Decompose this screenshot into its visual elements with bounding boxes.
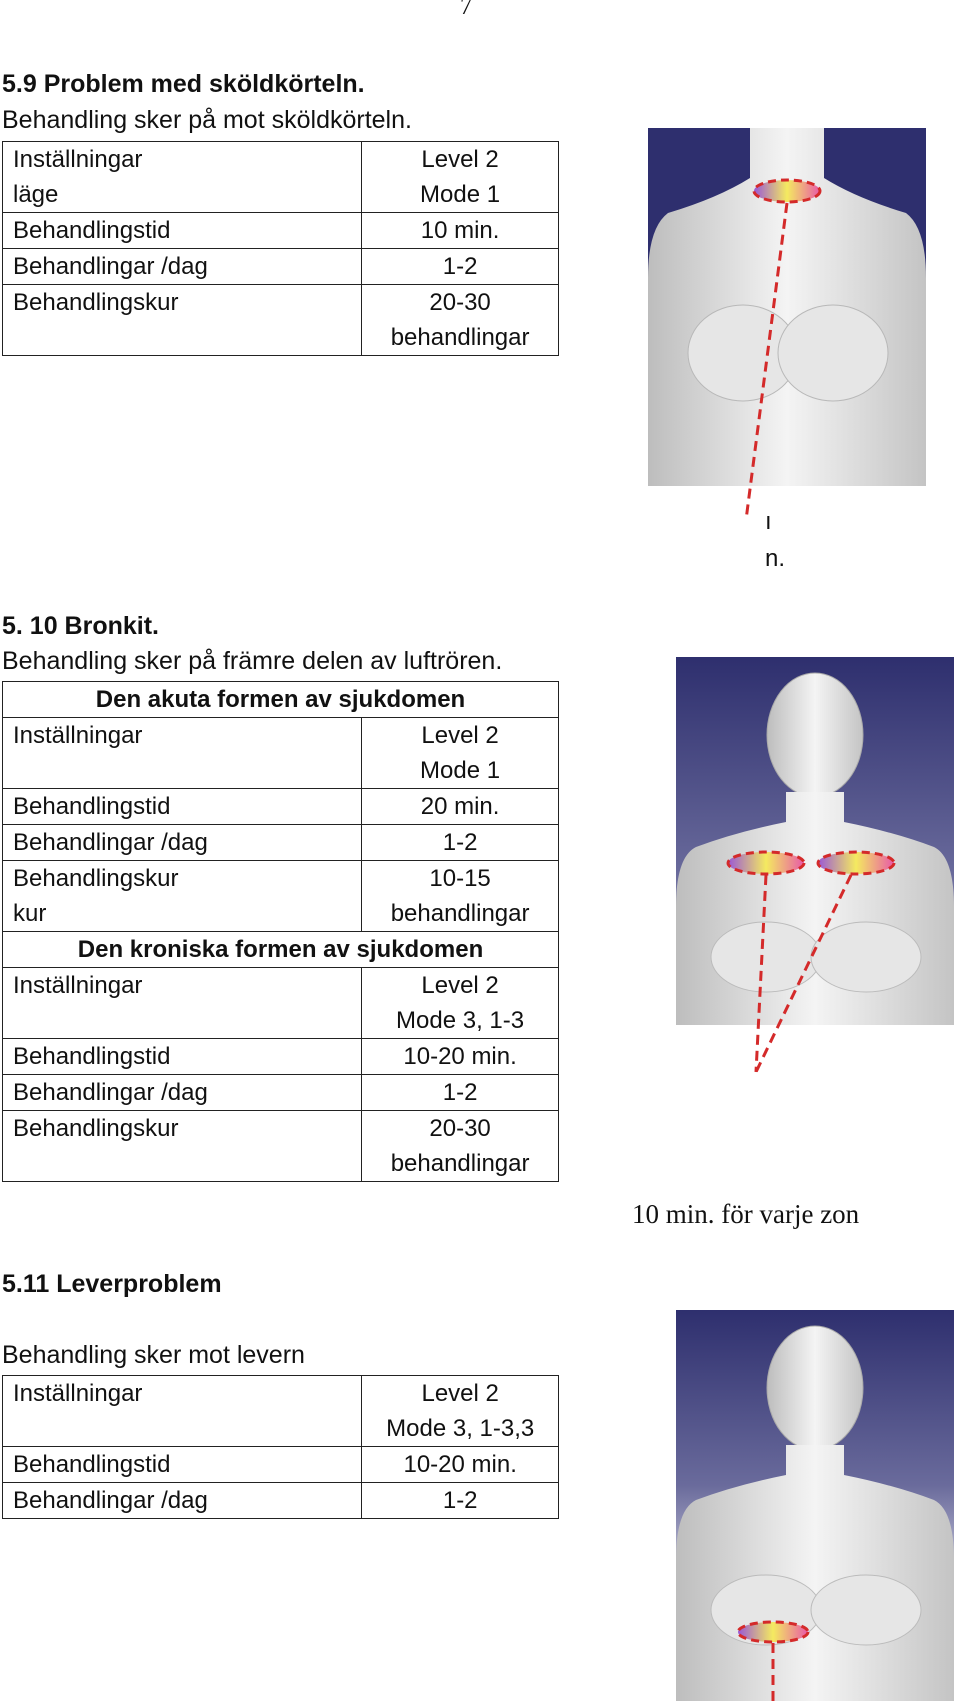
section-heading-bronchitis: 5. 10 Bronkit.	[2, 612, 159, 640]
liver-figure	[676, 1310, 954, 1701]
liver-settings-table	[2, 1375, 559, 1519]
table-cell-value: Level 2 Mode 3, 1-3,3	[362, 1376, 559, 1447]
table-cell-label: Inställningar	[3, 1376, 362, 1447]
table-row	[3, 213, 559, 249]
table-cell-label: Behandlingskur	[3, 285, 362, 356]
table-cell-label: Behandlingar /dag	[3, 1483, 362, 1519]
table-cell-value: 1-2	[362, 1483, 559, 1519]
page-number: 7	[460, 0, 472, 20]
table-row	[3, 1376, 559, 1447]
bronchitis-settings-table	[2, 681, 559, 1182]
section-description-bronchitis: Behandling sker på främre delen av luftrören.	[2, 647, 503, 675]
section-heading-thyroid: 5.9 Problem med sköldkörteln.	[2, 70, 365, 98]
table-row	[3, 1447, 559, 1483]
table-row	[3, 1111, 559, 1182]
table-cell-value: 1-2	[362, 1075, 559, 1111]
table-row	[3, 1075, 559, 1111]
table-cell-label: Behandlingstid	[3, 1447, 362, 1483]
table-cell-label: Inställningar	[3, 718, 362, 789]
table-row	[3, 682, 559, 718]
table-row	[3, 861, 559, 932]
table-row	[3, 718, 559, 789]
table-cell-value: 10-20 min.	[362, 1447, 559, 1483]
table-cell-label: Behandlingstid	[3, 213, 362, 249]
table-cell-label: Inställningar	[3, 968, 362, 1039]
acute-form-title: Den akuta formen av sjukdomen	[3, 682, 559, 718]
table-cell-label: Behandlingar /dag	[3, 1075, 362, 1111]
bronchitis-figure	[676, 657, 954, 1077]
bronchitis-caption: 10 min. för varje zon	[632, 1199, 860, 1229]
table-cell-label: Inställningar läge	[3, 142, 362, 213]
table-cell-value: 10 min.	[362, 213, 559, 249]
table-cell-value: 20 min.	[362, 789, 559, 825]
table-cell-value: Level 2 Mode 1	[362, 142, 559, 213]
table-row	[3, 249, 559, 285]
thyroid-torso-figure	[648, 128, 926, 528]
table-cell-label: Behandlingstid	[3, 1039, 362, 1075]
thyroid-settings-table	[2, 141, 559, 356]
table-cell-value: 20-30 behandlingar	[362, 1111, 559, 1182]
table-row	[3, 142, 559, 213]
fragment-text: n.	[765, 545, 786, 572]
table-row	[3, 789, 559, 825]
fragment-text: ı	[765, 508, 772, 535]
table-cell-value: 1-2	[362, 249, 559, 285]
table-cell-label: Behandlingar /dag	[3, 249, 362, 285]
table-row	[3, 968, 559, 1039]
table-cell-value: 10-15 behandlingar	[362, 861, 559, 932]
table-cell-label: Behandlingskur kur	[3, 861, 362, 932]
table-row	[3, 825, 559, 861]
table-row	[3, 285, 559, 356]
table-cell-value: Level 2 Mode 3, 1-3	[362, 968, 559, 1039]
table-cell-label: Behandlingstid	[3, 789, 362, 825]
section-description-liver: Behandling sker mot levern	[2, 1341, 305, 1369]
section-heading-liver: 5.11 Leverproblem	[2, 1270, 222, 1298]
table-row	[3, 932, 559, 968]
table-cell-value: 1-2	[362, 825, 559, 861]
table-row	[3, 1039, 559, 1075]
table-row	[3, 1483, 559, 1519]
table-cell-value: 20-30 behandlingar	[362, 285, 559, 356]
chronic-form-title: Den kroniska formen av sjukdomen	[3, 932, 559, 968]
section-description-thyroid: Behandling sker på mot sköldkörteln.	[2, 106, 412, 134]
table-cell-label: Behandlingar /dag	[3, 825, 362, 861]
table-cell-value: 10-20 min.	[362, 1039, 559, 1075]
table-cell-value: Level 2 Mode 1	[362, 718, 559, 789]
table-cell-label: Behandlingskur	[3, 1111, 362, 1182]
